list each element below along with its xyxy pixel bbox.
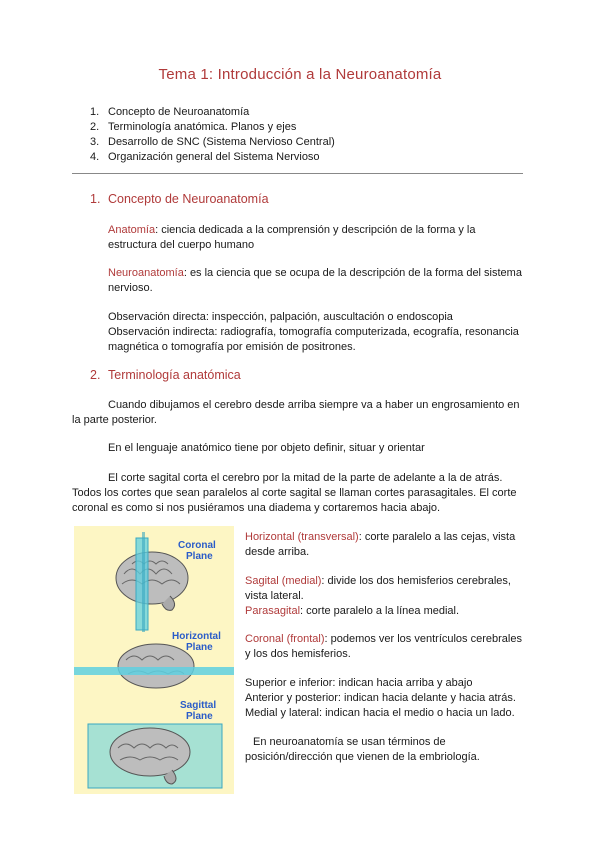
- coronal-plane-text: Coronal (frontal): podemos ver los ventrículos cerebrales y los dos hemisferios.: [245, 633, 522, 660]
- sagittal-label-line2: Plane: [186, 711, 213, 722]
- neuroanatomia-paragraph: Neuroanatomía: es la ciencia que se ocupa de la descripción de la forma del sistema nervioso.: [108, 267, 522, 294]
- divider: [72, 173, 523, 174]
- paragraph-lenguaje: En el lenguaje anatómico tiene por objeto definir, situar y orientar: [108, 442, 425, 454]
- toc-item: 2. Terminología anatómica. Planos y ejes: [90, 121, 297, 133]
- paragraph-engrosamiento: Cuando dibujamos el cerebro desde arriba siempre va a haber un engrosamiento en la parte posterior.: [72, 399, 520, 426]
- brain-planes-illustration: [74, 526, 234, 794]
- horizontal-plane-shape: [74, 667, 234, 675]
- coronal-label-line1: Coronal: [178, 540, 216, 551]
- section-heading-2: 2. Terminología anatómica: [90, 368, 241, 382]
- sagital-plane-text: Sagital (medial): divide los dos hemisferios cerebrales, vista lateral. Parasagital: corte paralelo a la línea medial.: [245, 575, 511, 617]
- coronal-brain-icon: [116, 552, 188, 610]
- horizontal-plane-text: Horizontal (transversal): corte paralelo a las cejas, vista desde arriba.: [245, 531, 516, 558]
- observacion-paragraph: Observación directa: inspección, palpación, auscultación o endoscopia Observación indirecta: radiografía, tomografía computerizada, ecografía, resonancia magnética o tomografía por emisión de positrones.: [108, 311, 519, 353]
- coronal-plane-shape: [136, 532, 148, 632]
- brain-planes-figure: [74, 526, 234, 794]
- anatomia-paragraph: Anatomía: ciencia dedicada a la comprensión y descripción de la forma y la estructura del cuerpo humano: [108, 224, 476, 251]
- coronal-label-line2: Plane: [186, 551, 213, 562]
- toc-item: 1. Concepto de Neuroanatomía: [90, 106, 250, 118]
- table-of-contents: [90, 105, 335, 165]
- embriologia-text: En neuroanatomía se usan términos de posición/dirección que vienen de la embriología.: [245, 736, 480, 763]
- horizontal-label-line1: Horizontal: [172, 631, 221, 642]
- toc-item: 4. Organización general del Sistema Nervioso: [90, 151, 320, 163]
- horizontal-brain-icon: [118, 644, 194, 688]
- direction-terms-text: Superior e inferior: indican hacia arriba y abajo Anterior y posterior: indican hacia delante y hacia atrás. Medial y lateral: indican hacia el medio o hacia un lado.: [245, 677, 516, 719]
- page-title: Tema 1: Introducción a la Neuroanatomía: [158, 66, 442, 83]
- horizontal-label-line2: Plane: [186, 642, 213, 653]
- paragraph-cortes: El corte sagital corta el cerebro por la mitad de la parte de adelante a la de atrás. Todos los cortes que sean paralelos al corte sagital se llaman cortes parasagitales. El corte coronal es como si nos pusiéramos una diadema y cortaremos hacia abajo.: [72, 472, 517, 514]
- sagittal-label-line1: Sagittal: [180, 700, 217, 711]
- toc-item: 3. Desarrollo de SNC (Sistema Nervioso Central): [90, 136, 335, 148]
- section-heading-1: 1. Concepto de Neuroanatomía: [90, 192, 269, 206]
